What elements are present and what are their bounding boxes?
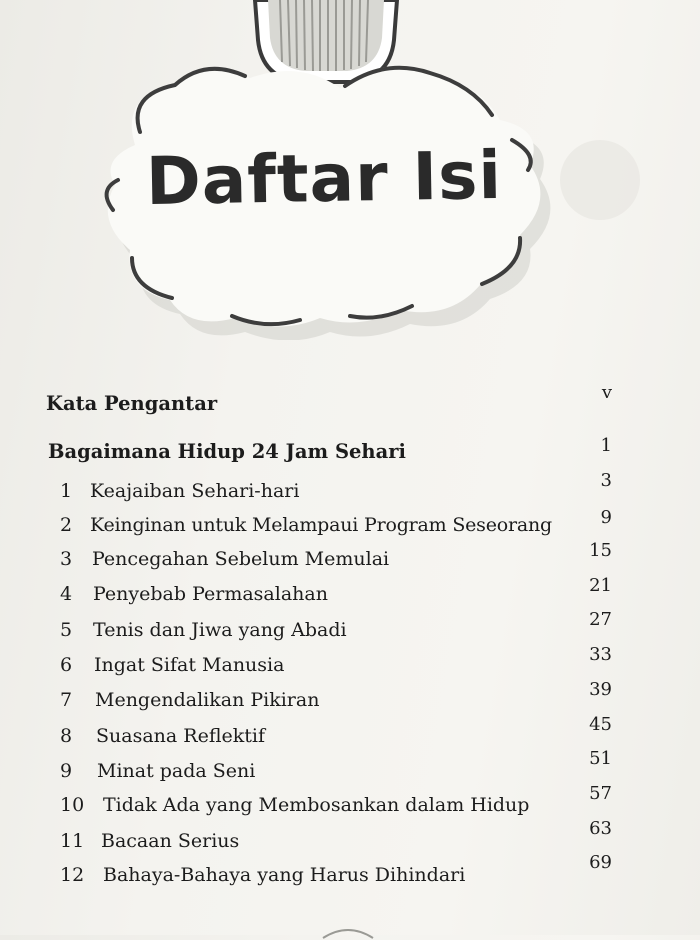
chapter-number: 5 (60, 619, 73, 641)
toc-chapter-row (60, 619, 347, 641)
chapter-page: 57 (589, 783, 612, 804)
chapter-title: Keinginan untuk Melampaui Program Seseorang (90, 514, 553, 536)
page-title: Daftar Isi (145, 136, 503, 221)
toc-chapter-row (60, 548, 389, 570)
toc-front-matter-page: v (601, 382, 612, 403)
chapter-page: 27 (589, 609, 612, 630)
toc-chapter-row (60, 760, 255, 782)
chapter-title: Suasana Reflektif (96, 725, 265, 747)
chapter-page: 51 (589, 748, 612, 769)
toc-section-title: Bagaimana Hidup 24 Jam Sehari (48, 440, 406, 463)
chapter-number: 7 (60, 689, 73, 711)
toc-chapter-row (60, 794, 529, 816)
chapter-page: 21 (589, 575, 612, 596)
chapter-title: Minat pada Seni (97, 760, 256, 782)
chapter-number: 2 (60, 514, 73, 536)
chapter-title: Keajaiban Sehari-hari (90, 480, 300, 502)
toc-chapter-row (60, 689, 319, 711)
chapter-title: Pencegahan Sebelum Memulai (92, 548, 390, 570)
chapter-number: 3 (60, 548, 73, 570)
chapter-title: Tidak Ada yang Membosankan dalam Hidup (103, 794, 530, 816)
chapter-title: Ingat Sifat Manusia (94, 654, 285, 676)
chapter-title: Bacaan Serius (101, 830, 240, 852)
chapter-page: 9 (600, 507, 612, 528)
chapter-page: 69 (589, 852, 612, 873)
chapter-number: 12 (60, 864, 85, 886)
chapter-title: Bahaya-Bahaya yang Harus Dihindari (103, 864, 466, 886)
chapter-page: 15 (589, 540, 612, 561)
toc-section-page: 1 (600, 435, 612, 456)
toc-chapter-row (60, 864, 465, 886)
toc-front-matter-title: Kata Pengantar (46, 392, 218, 415)
toc-chapter-row (60, 725, 265, 747)
chapter-number: 4 (60, 583, 73, 605)
chapter-number: 10 (60, 794, 85, 816)
page-ornament-icon (318, 920, 378, 940)
toc-chapter-row (60, 830, 239, 852)
toc-chapter-row (60, 654, 284, 676)
chapter-page: 3 (600, 470, 612, 491)
chapter-number: 8 (60, 725, 73, 747)
chapter-number: 9 (60, 760, 73, 782)
chapter-page: 45 (589, 714, 612, 735)
chapter-number: 6 (60, 654, 73, 676)
toc-chapter-row (60, 514, 552, 536)
chapter-number: 1 (60, 480, 73, 502)
chapter-title: Tenis dan Jiwa yang Abadi (93, 619, 347, 641)
chapter-title: Penyebab Permasalahan (93, 583, 328, 605)
chapter-page: 63 (589, 818, 612, 839)
chapter-page: 39 (589, 679, 612, 700)
chapter-number: 11 (60, 830, 85, 852)
toc-chapter-row (60, 583, 328, 605)
toc-chapter-row (60, 480, 299, 502)
chapter-title: Mengendalikan Pikiran (95, 689, 320, 711)
chapter-page: 33 (589, 644, 612, 665)
